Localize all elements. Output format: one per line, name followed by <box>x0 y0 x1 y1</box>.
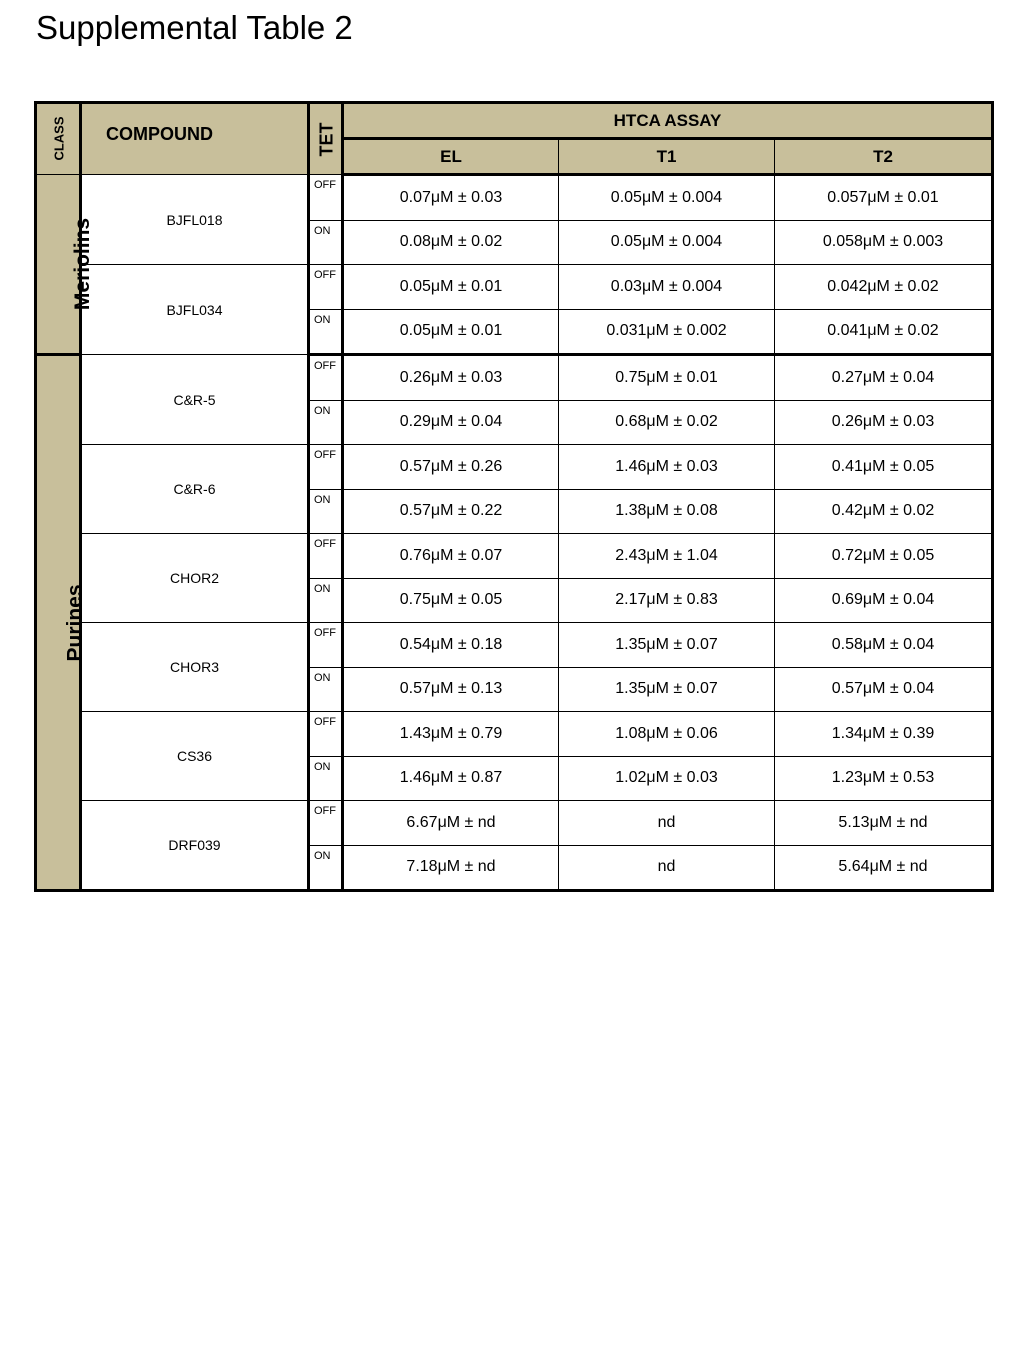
value-cell: 0.03μM ± 0.004 <box>559 265 775 310</box>
value-cell: 0.75μM ± 0.01 <box>559 355 775 401</box>
value-cell: 1.46μM ± 0.87 <box>343 756 559 801</box>
value-cell: 1.35μM ± 0.07 <box>559 667 775 712</box>
table-body <box>36 175 993 891</box>
tet-state: ON <box>309 667 343 712</box>
value-cell: nd <box>559 845 775 891</box>
compound-name: CHOR2 <box>81 534 309 623</box>
tet-state: OFF <box>309 445 343 490</box>
value-cell: 0.29μM ± 0.04 <box>343 400 559 445</box>
class-label: Purines <box>63 583 87 662</box>
value-cell: 0.07μM ± 0.03 <box>343 175 559 221</box>
class-label: Meriolins <box>71 217 95 311</box>
compound-name: BJFL018 <box>81 175 309 265</box>
page-title: Supplemental Table 2 <box>36 9 353 46</box>
value-cell: 0.26μM ± 0.03 <box>775 400 993 445</box>
tet-state: ON <box>309 489 343 534</box>
compound-name: CS36 <box>81 712 309 801</box>
value-cell: 7.18μM ± nd <box>343 845 559 891</box>
value-cell: 5.64μM ± nd <box>775 845 993 891</box>
value-cell: 0.26μM ± 0.03 <box>343 355 559 401</box>
table-row <box>36 712 993 757</box>
value-cell: 1.08μM ± 0.06 <box>559 712 775 757</box>
value-cell: 0.57μM ± 0.04 <box>775 667 993 712</box>
tet-state: ON <box>309 756 343 801</box>
value-cell: 1.23μM ± 0.53 <box>775 756 993 801</box>
table-row <box>36 801 993 846</box>
value-cell: 0.058μM ± 0.003 <box>775 220 993 265</box>
value-cell: 2.43μM ± 1.04 <box>559 534 775 579</box>
value-cell: 6.67μM ± nd <box>343 801 559 846</box>
class-cell <box>36 355 87 891</box>
results-table <box>34 101 994 892</box>
value-cell: 0.42μM ± 0.02 <box>775 489 993 534</box>
value-cell: 0.68μM ± 0.02 <box>559 400 775 445</box>
value-cell: 0.05μM ± 0.004 <box>559 175 775 221</box>
compound-name: C&R-6 <box>81 445 309 534</box>
header-tet-label: TET <box>316 122 337 156</box>
value-cell: 0.08μM ± 0.02 <box>343 220 559 265</box>
tet-state: OFF <box>309 712 343 757</box>
header-t1: T1 <box>559 139 775 175</box>
value-cell: nd <box>559 801 775 846</box>
value-cell: 1.35μM ± 0.07 <box>559 623 775 668</box>
tet-state: OFF <box>309 623 343 668</box>
table-row <box>36 175 993 221</box>
table-row <box>36 445 993 490</box>
value-cell: 0.57μM ± 0.26 <box>343 445 559 490</box>
value-cell: 0.05μM ± 0.004 <box>559 220 775 265</box>
value-cell: 5.13μM ± nd <box>775 801 993 846</box>
tet-state: ON <box>309 845 343 891</box>
value-cell: 0.69μM ± 0.04 <box>775 578 993 623</box>
value-cell: 1.43μM ± 0.79 <box>343 712 559 757</box>
header-class-label: CLASS <box>51 116 67 161</box>
compound-name: CHOR3 <box>81 623 309 712</box>
class-cell <box>36 175 95 355</box>
tet-state: OFF <box>309 534 343 579</box>
tet-state: ON <box>309 400 343 445</box>
table-row <box>36 265 993 310</box>
tet-state: OFF <box>309 175 343 221</box>
header-compound: COMPOUND <box>81 103 309 175</box>
value-cell: 2.17μM ± 0.83 <box>559 578 775 623</box>
header-class <box>36 103 81 175</box>
value-cell: 0.27μM ± 0.04 <box>775 355 993 401</box>
value-cell: 0.031μM ± 0.002 <box>559 309 775 355</box>
table-row <box>36 623 993 668</box>
compound-name: BJFL034 <box>81 265 309 355</box>
table-row <box>36 355 993 401</box>
value-cell: 1.34μM ± 0.39 <box>775 712 993 757</box>
value-cell: 1.46μM ± 0.03 <box>559 445 775 490</box>
value-cell: 0.057μM ± 0.01 <box>775 175 993 221</box>
header-el: EL <box>343 139 559 175</box>
value-cell: 0.05μM ± 0.01 <box>343 265 559 310</box>
value-cell: 1.38μM ± 0.08 <box>559 489 775 534</box>
value-cell: 0.58μM ± 0.04 <box>775 623 993 668</box>
value-cell: 0.041μM ± 0.02 <box>775 309 993 355</box>
value-cell: 1.02μM ± 0.03 <box>559 756 775 801</box>
value-cell: 0.54μM ± 0.18 <box>343 623 559 668</box>
tet-state: ON <box>309 220 343 265</box>
tet-state: OFF <box>309 265 343 310</box>
tet-state: ON <box>309 309 343 355</box>
header-t2: T2 <box>775 139 993 175</box>
table-row <box>36 534 993 579</box>
value-cell: 0.72μM ± 0.05 <box>775 534 993 579</box>
value-cell: 0.57μM ± 0.22 <box>343 489 559 534</box>
value-cell: 0.76μM ± 0.07 <box>343 534 559 579</box>
value-cell: 0.41μM ± 0.05 <box>775 445 993 490</box>
header-tet <box>309 103 343 175</box>
value-cell: 0.042μM ± 0.02 <box>775 265 993 310</box>
value-cell: 0.05μM ± 0.01 <box>343 309 559 355</box>
tet-state: OFF <box>309 355 343 401</box>
value-cell: 0.75μM ± 0.05 <box>343 578 559 623</box>
tet-state: OFF <box>309 801 343 846</box>
value-cell: 0.57μM ± 0.13 <box>343 667 559 712</box>
compound-name: C&R-5 <box>81 355 309 445</box>
tet-state: ON <box>309 578 343 623</box>
compound-name: DRF039 <box>81 801 309 891</box>
header-assay: HTCA ASSAY <box>343 103 993 139</box>
